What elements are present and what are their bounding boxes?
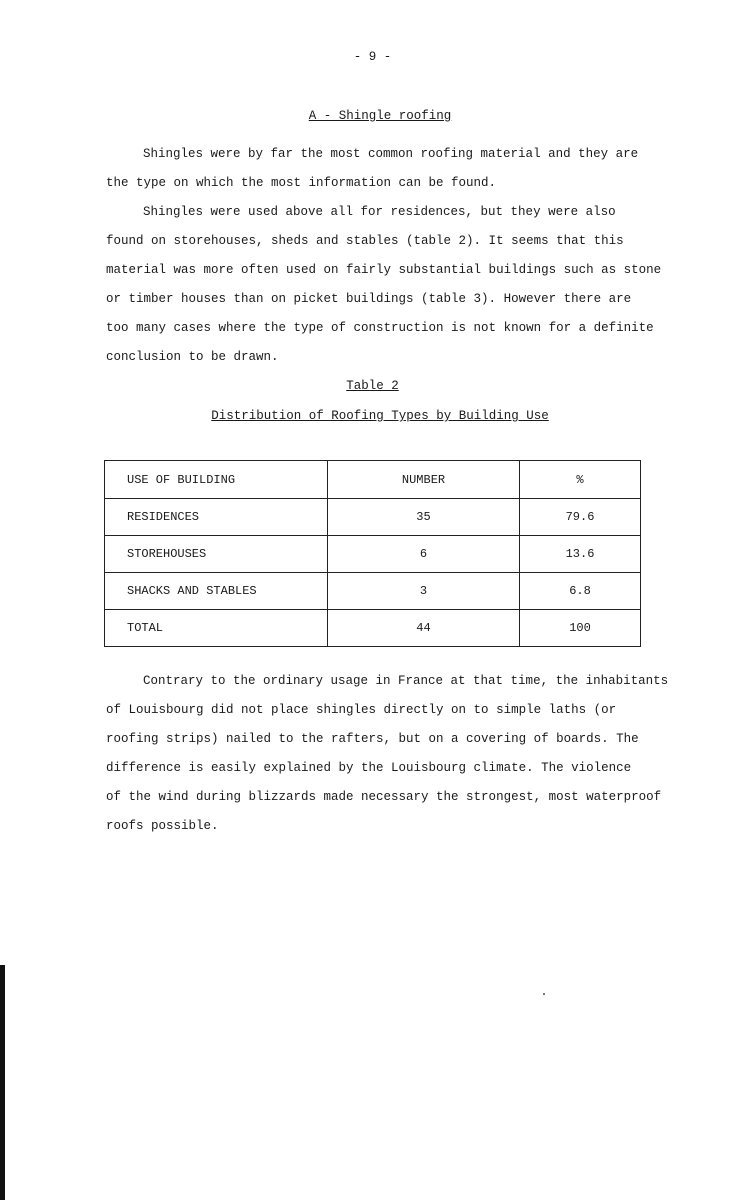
table-row (105, 573, 641, 610)
text-line: the type on which the most information can be found. (106, 176, 497, 190)
text-line: of the wind during blizzards made necessary the strongest, most waterproof (106, 790, 662, 804)
text-line: Shingles were by far the most common roofing material and they are (143, 147, 639, 161)
cell-percent: 6.8 (520, 573, 641, 610)
text-line: Contrary to the ordinary usage in France at that time, the inhabitants (143, 674, 669, 688)
cell-percent: 79.6 (520, 499, 641, 536)
section-heading: A - Shingle roofing (308, 109, 452, 123)
cell-number: 6 (328, 536, 520, 573)
text-line: or timber houses than on picket buildings (table 3). However there are (106, 292, 632, 306)
cell-percent: 100 (520, 610, 641, 647)
table-row (105, 499, 641, 536)
page-number: - 9 - (353, 50, 392, 64)
scan-edge-bar (0, 965, 5, 1200)
text-line: too many cases where the type of construction is not known for a definite (106, 321, 654, 335)
header-percent: % (520, 461, 641, 499)
text-line: conclusion to be drawn. (106, 350, 279, 364)
text-line: of Louisbourg did not place shingles directly on to simple laths (or (106, 703, 617, 717)
paragraph-laths-and-boards (106, 667, 669, 841)
table-label: Table 2 (346, 379, 399, 393)
cell-number: 35 (328, 499, 520, 536)
text-line: roofing strips) nailed to the rafters, but on a covering of boards. The (106, 732, 639, 746)
cell-number: 44 (328, 610, 520, 647)
cell-use: SHACKS AND STABLES (105, 573, 328, 610)
cell-percent: 13.6 (520, 536, 641, 573)
text-line: found on storehouses, sheds and stables (table 2). It seems that this (106, 234, 624, 248)
table-header-row (105, 461, 641, 499)
text-line: roofs possible. (106, 819, 219, 833)
table-row (105, 536, 641, 573)
table-caption: Distribution of Roofing Types by Building Use (211, 409, 549, 423)
header-use-of-building: USE OF BUILDING (105, 461, 328, 499)
text-line: material was more often used on fairly substantial buildings such as stone (106, 263, 662, 277)
cell-use: STOREHOUSES (105, 536, 328, 573)
text-line: Shingles were used above all for residences, but they were also (143, 205, 616, 219)
table-row-total (105, 610, 641, 647)
cell-use: RESIDENCES (105, 499, 328, 536)
paragraph-shingles-use (106, 198, 666, 372)
text-line: difference is easily explained by the Louisbourg climate. The violence (106, 761, 632, 775)
scan-speck (543, 993, 545, 995)
cell-use: TOTAL (105, 610, 328, 647)
cell-number: 3 (328, 573, 520, 610)
paragraph-shingles-intro (106, 140, 666, 198)
roofing-distribution-table (104, 460, 641, 647)
header-number: NUMBER (328, 461, 520, 499)
